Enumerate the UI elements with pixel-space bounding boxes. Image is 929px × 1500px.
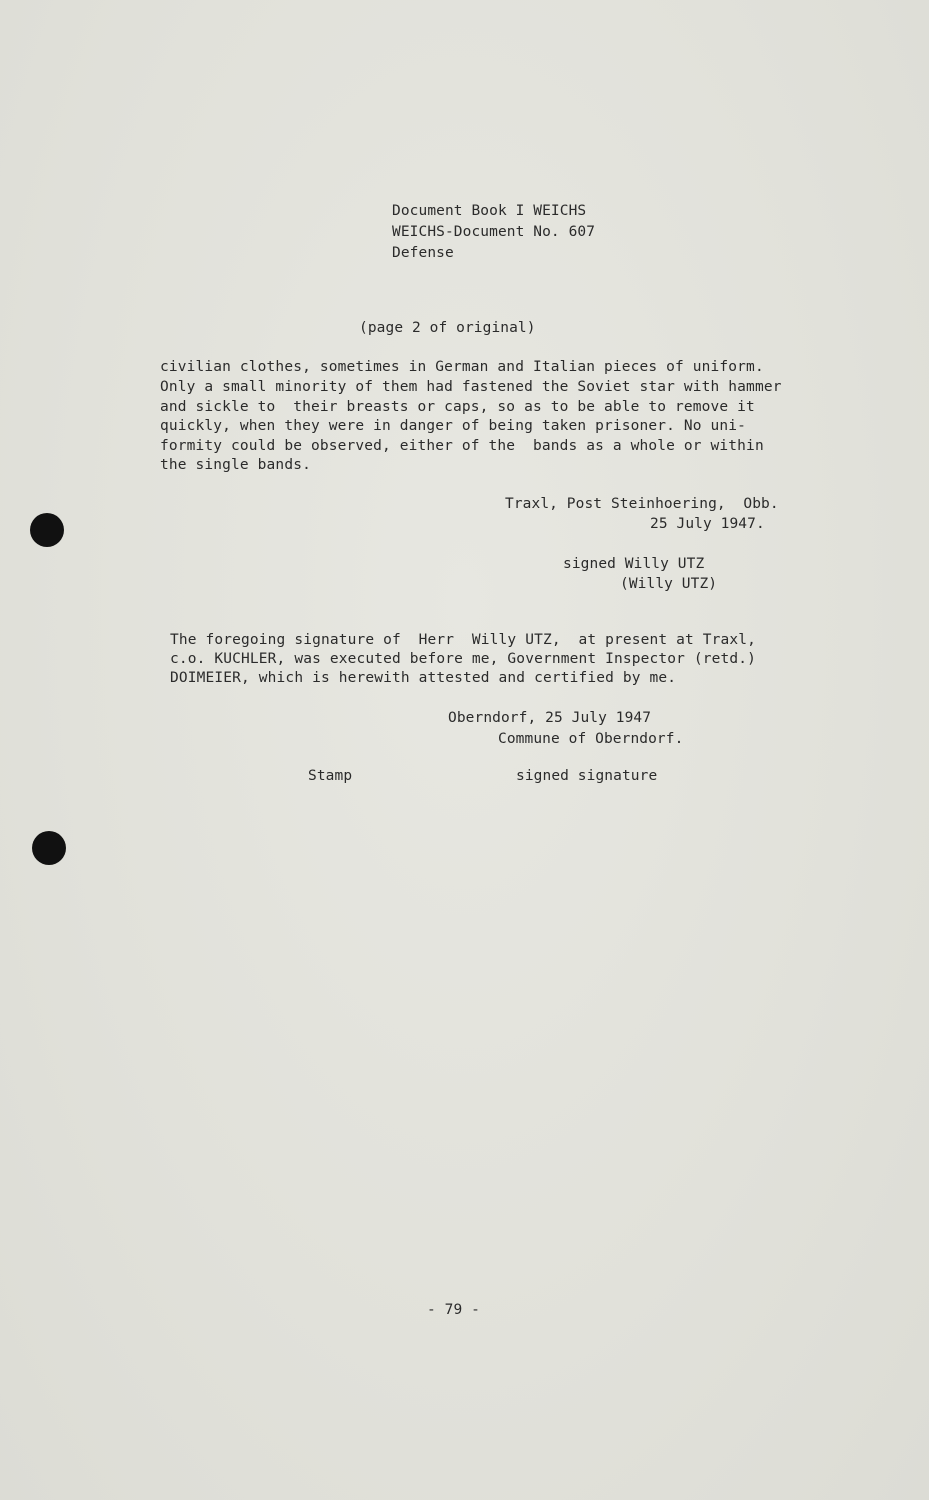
header-document-number: WEICHS-Document No. 607 [392,224,596,240]
signed-signature-label: signed signature [516,768,658,784]
punch-hole-icon [30,513,64,547]
paragraph-2-line: The foregoing signature of Herr Willy UTZ, at present at Traxl, [170,632,757,648]
page-number: - 79 - [427,1302,480,1318]
page-reference: (page 2 of original) [359,320,536,336]
place-line-1: Traxl, Post Steinhoering, Obb. [505,496,779,512]
signature-signed: signed Willy UTZ [563,556,705,572]
paragraph-1-line: civilian clothes, sometimes in German and Italian pieces of uniform. [160,359,764,375]
stamp-label: Stamp [308,768,353,784]
paragraph-1-line: formity could be observed, either of the bands as a whole or within [160,438,764,454]
place-line-2: Oberndorf, 25 July 1947 [448,710,652,726]
paragraph-1-line: the single bands. [160,457,311,473]
paragraph-2-line: c.o. KUCHLER, was executed before me, Government Inspector (retd.) [170,651,757,667]
commune-line: Commune of Oberndorf. [498,731,684,747]
paragraph-2-line: DOIMEIER, which is herewith attested and certified by me. [170,670,677,686]
header-defense: Defense [392,245,454,261]
signature-name: (Willy UTZ) [620,576,718,592]
paragraph-1-line: and sickle to their breasts or caps, so as to be able to remove it [160,399,755,415]
header-document-book: Document Book I WEICHS [392,203,587,219]
paragraph-1-line: Only a small minority of them had fastened the Soviet star with hammer [160,379,782,395]
punch-hole-icon [32,831,66,865]
paragraph-1-line: quickly, when they were in danger of being taken prisoner. No uni- [160,418,747,434]
date-line-1: 25 July 1947. [650,516,765,532]
